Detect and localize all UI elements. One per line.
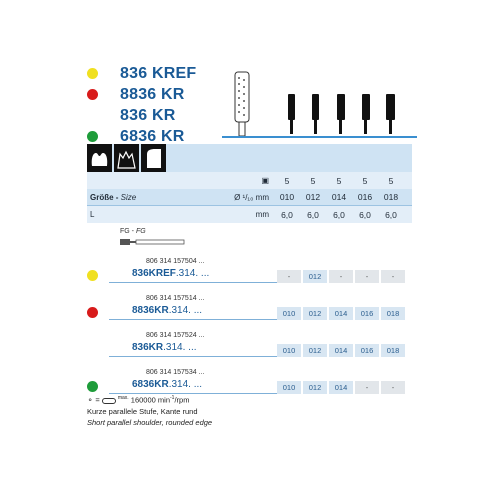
spec-cell: 016 [357,192,373,202]
spec-cell: 5 [336,175,342,186]
product-name [132,379,202,390]
product-cell: 010 [277,307,301,320]
product-cell: 016 [355,307,379,320]
speed-prefix: = [95,395,102,405]
product-cell: - [329,270,353,283]
size-label-de: Größe - [90,192,121,202]
underline [109,282,295,283]
speed-value: 160000 min [130,395,170,405]
product-cell: 010 [277,344,301,357]
fg-text: FG - [120,228,136,235]
product-name-rest: .314. ... [168,305,203,316]
spec-label: L [90,210,95,219]
product-name-bold: 8836KR [132,305,169,316]
product-list [87,256,412,404]
spec-cell: 5 [310,175,316,186]
spec-unit: mm [255,210,269,219]
product-name-rest: .314. ... [168,379,203,390]
spec-table [87,172,412,223]
speed-unit: /rpm [174,395,190,405]
product-cell: 012 [303,344,327,357]
series-list [87,63,237,147]
spec-label [87,193,233,202]
series-row [87,63,237,84]
spec-cell: 018 [383,192,399,202]
product-cells [277,344,407,357]
product-row[interactable] [87,330,412,367]
size-label-en: Size [120,192,137,202]
description-en-text: Short parallel shoulder, rounded edge [87,417,213,427]
spec-cell: 6,0 [307,209,319,220]
series-row [87,105,237,126]
product-name-bold: 836KREF [132,268,176,279]
product-cell: 012 [303,307,327,320]
product-cell: 018 [381,344,405,357]
product-cell: 014 [329,307,353,320]
product-row[interactable] [87,293,412,330]
shoulder-icon [141,144,166,172]
spec-row-size [87,189,412,206]
spec-cell: 6,0 [281,209,293,220]
series-name: 8836 KR [120,85,185,103]
description-en [87,417,212,428]
spec-cell: 6,0 [385,209,397,220]
product-cell: - [381,381,405,394]
speed-max: max. [117,395,129,401]
product-name-bold: 836KR [132,342,164,353]
product-code: 806 314 157504 ... [146,258,205,265]
yellow-dot-icon [87,270,98,281]
speed-sup: -1 [170,395,175,401]
product-cell: 014 [329,381,353,394]
series-name: 6836 KR [120,127,185,145]
product-code: 806 314 157524 ... [146,332,205,339]
application-icons [87,144,168,172]
small-burs-icon [288,94,395,134]
product-name [132,305,202,316]
product-code: 806 314 157514 ... [146,295,205,302]
footer [87,393,212,428]
green-dot-icon [87,131,98,142]
spec-cell: 5 [362,175,368,186]
product-cell: 010 [277,381,301,394]
divider [222,136,417,138]
spec-row-pack [87,172,412,189]
product-cell: 012 [303,381,327,394]
series-row [87,84,237,105]
product-cell: 018 [381,307,405,320]
spindle-icon: ⚬ [87,395,94,405]
spec-cell: 014 [331,192,347,202]
product-name [132,342,197,353]
large-bur-icon [235,72,249,136]
fg-shank-icon [118,236,188,248]
product-cells [277,270,407,283]
yellow-dot-icon [87,68,98,79]
product-cell: - [355,270,379,283]
spec-cell: 010 [279,192,295,202]
series-name: 836 KREF [120,64,197,82]
spec-cell: 6,0 [333,209,345,220]
product-code: 806 314 157534 ... [146,369,205,376]
product-row[interactable] [87,256,412,293]
crown-prep-icon [114,144,139,172]
underline [109,356,295,357]
bur-drawings-icon [220,70,430,140]
product-cells [277,307,407,320]
product-name [132,268,209,279]
speed-line [87,393,212,406]
product-cell: - [277,270,301,283]
red-dot-icon [87,307,98,318]
product-cell: 014 [329,344,353,357]
spec-cell: 5 [284,175,290,186]
handpiece-icon [102,398,116,404]
series-name: 836 KR [120,106,176,124]
spec-row-length [87,206,412,223]
product-cells [277,381,407,394]
red-dot-icon [87,89,98,100]
spec-cell: 6,0 [359,209,371,220]
product-cell: 012 [303,270,327,283]
spec-cell: 5 [388,175,394,186]
product-name-rest: .314. ... [175,268,210,279]
spec-cell: 012 [305,192,321,202]
underline [109,319,295,320]
fg-label [120,228,146,235]
product-cell: - [381,270,405,283]
product-cell: - [355,381,379,394]
green-dot-icon [87,381,98,392]
description-de: Kurze parallele Stufe, Kante rund [87,406,198,416]
fg-italic: FG [135,228,146,235]
product-name-rest: .314. ... [163,342,197,353]
spec-unit: Ø ¹/₁₀ mm [234,192,269,202]
molar-icon [87,144,112,172]
product-cell: 016 [355,344,379,357]
package-icon: ▣ [261,176,269,185]
product-name-bold: 6836KR [132,379,169,390]
